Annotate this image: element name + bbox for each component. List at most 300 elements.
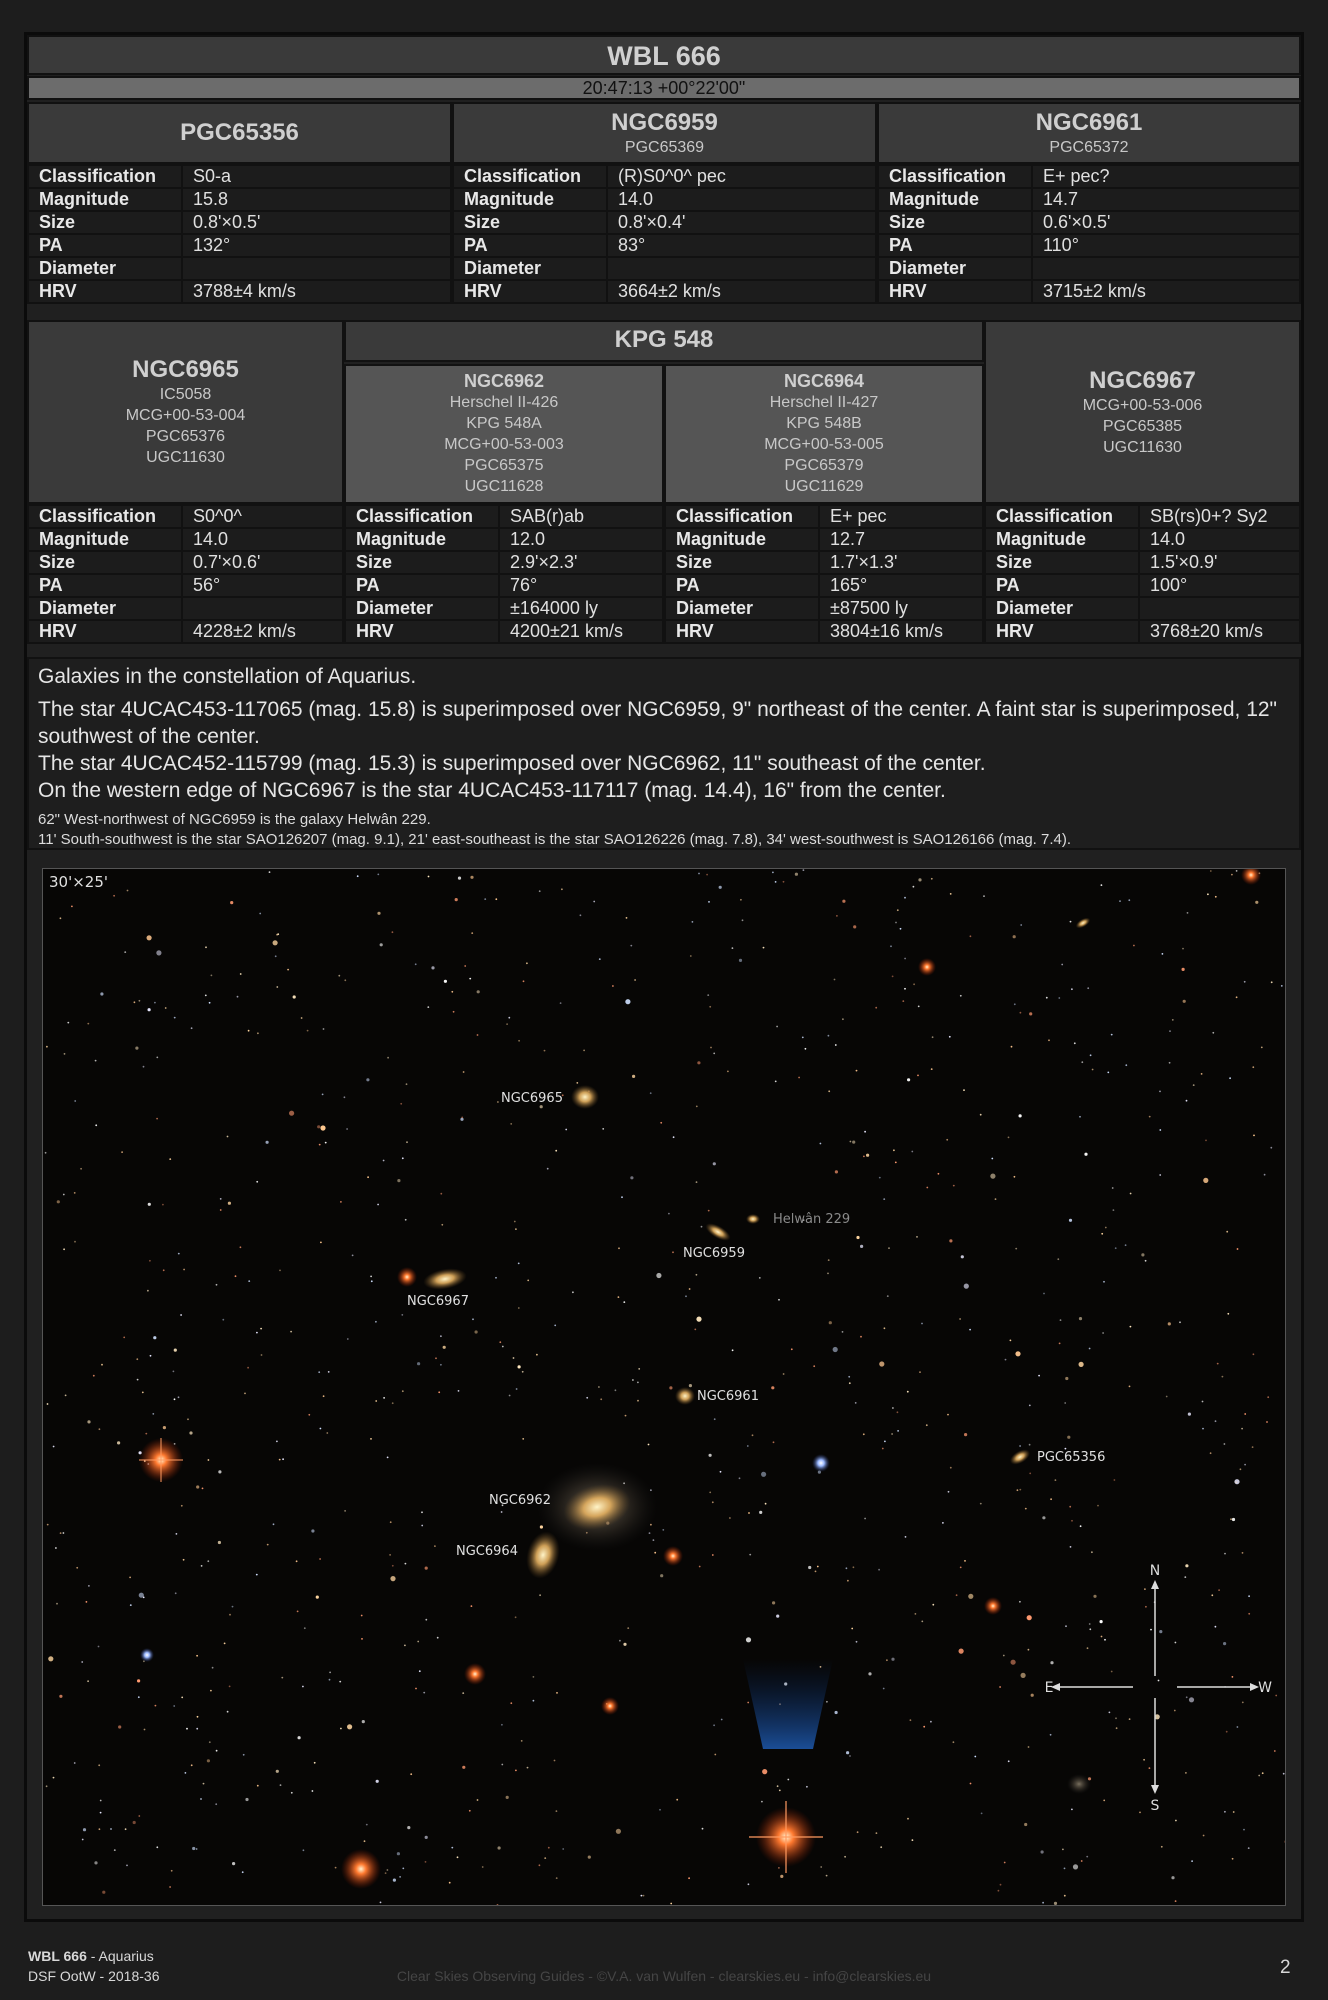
property-value-diameter xyxy=(182,257,451,280)
background-star xyxy=(273,1523,275,1525)
property-value-diameter xyxy=(1139,597,1300,620)
background-star xyxy=(1159,1174,1161,1176)
background-star xyxy=(868,1672,871,1675)
background-star xyxy=(1058,997,1060,999)
background-star xyxy=(891,1433,893,1435)
background-star xyxy=(1011,1660,1016,1665)
property-label: Size xyxy=(28,551,182,574)
background-star xyxy=(497,1904,499,1906)
background-star xyxy=(475,1330,478,1333)
background-star xyxy=(1114,1479,1116,1481)
property-row xyxy=(878,165,1300,188)
background-star xyxy=(669,1386,672,1389)
background-star xyxy=(222,1319,224,1321)
background-star xyxy=(875,1007,877,1009)
background-star xyxy=(625,1415,627,1417)
background-star xyxy=(761,1472,766,1477)
background-star xyxy=(1183,1000,1186,1003)
background-star xyxy=(425,1836,428,1839)
background-star xyxy=(515,1770,517,1772)
background-star xyxy=(688,1877,690,1879)
background-star xyxy=(1187,912,1189,914)
background-star xyxy=(316,1596,319,1599)
background-star xyxy=(406,1083,408,1085)
background-star xyxy=(918,1006,920,1008)
label-ngc6959: NGC6959 xyxy=(683,1246,745,1261)
background-star xyxy=(1071,1809,1073,1811)
background-star xyxy=(1086,1856,1088,1858)
background-star xyxy=(276,934,278,936)
background-star xyxy=(83,1828,86,1831)
background-star xyxy=(828,1259,830,1261)
background-star xyxy=(240,973,242,975)
background-star xyxy=(921,1621,923,1623)
background-star xyxy=(775,1081,777,1083)
background-star xyxy=(440,1193,442,1195)
background-star xyxy=(713,1724,715,1726)
property-value-classification: E+ pec? xyxy=(1032,165,1300,188)
background-star xyxy=(708,901,710,903)
property-label: Diameter xyxy=(453,257,607,280)
background-star xyxy=(931,878,933,880)
background-star xyxy=(897,909,899,911)
background-star xyxy=(694,1329,696,1331)
background-star xyxy=(544,1857,546,1859)
coordinates-bar: 20:47:13 +00°22'00" xyxy=(27,76,1301,100)
property-value-pa: 76° xyxy=(499,574,663,597)
background-star xyxy=(126,1865,128,1867)
galaxy-properties xyxy=(27,164,452,304)
background-star xyxy=(1234,1479,1239,1484)
property-row xyxy=(665,505,983,528)
background-star xyxy=(149,1260,151,1262)
background-star xyxy=(405,1219,407,1221)
property-label: PA xyxy=(453,234,607,257)
background-star xyxy=(81,1661,83,1663)
background-star xyxy=(469,978,471,980)
background-star xyxy=(888,1247,890,1249)
background-star xyxy=(1090,1054,1092,1056)
background-star xyxy=(1102,1332,1104,1334)
property-row xyxy=(878,280,1300,303)
background-star xyxy=(561,888,563,890)
property-label: Magnitude xyxy=(985,528,1139,551)
background-star xyxy=(953,1741,955,1743)
background-star xyxy=(853,1566,855,1568)
background-star xyxy=(1067,1436,1070,1439)
footer-credit: Clear Skies Observing Guides - ©V.A. van Wulfen - clearskies.eu - info@clearskies.eu xyxy=(396,1968,932,1984)
galaxy-name: NGC6961 xyxy=(1035,108,1143,136)
background-star xyxy=(347,1724,352,1729)
background-star xyxy=(662,1529,664,1531)
property-label: PA xyxy=(28,574,182,597)
background-star xyxy=(714,1418,716,1420)
background-star xyxy=(55,1547,57,1549)
background-star xyxy=(462,1692,464,1694)
background-star xyxy=(123,1337,125,1339)
background-star xyxy=(536,1354,538,1356)
background-star xyxy=(482,1866,484,1868)
background-star xyxy=(1175,1900,1177,1902)
background-star xyxy=(1130,1193,1132,1195)
background-star xyxy=(891,1658,894,1661)
background-star xyxy=(1274,1750,1276,1752)
background-star xyxy=(562,1848,564,1850)
background-star xyxy=(1011,1046,1013,1048)
background-star xyxy=(1015,1351,1020,1356)
property-label: Classification xyxy=(453,165,607,188)
background-star xyxy=(950,893,952,895)
background-star xyxy=(998,1890,1000,1892)
background-star xyxy=(1054,1902,1057,1905)
background-star xyxy=(1105,1227,1107,1229)
background-star xyxy=(878,1569,880,1571)
background-star xyxy=(1004,1862,1006,1864)
background-star xyxy=(425,1861,427,1863)
background-star xyxy=(375,1321,377,1323)
background-star xyxy=(1283,1773,1285,1775)
background-star xyxy=(650,1092,652,1094)
footer-constellation: - Aquarius xyxy=(86,1948,154,1964)
background-star xyxy=(659,1809,661,1811)
background-star xyxy=(88,1585,90,1587)
background-star xyxy=(1029,1473,1031,1475)
background-star xyxy=(777,1785,779,1787)
background-star xyxy=(931,1068,933,1070)
background-star xyxy=(776,1026,778,1028)
background-star xyxy=(376,1780,379,1783)
background-star xyxy=(1240,1468,1242,1470)
property-label: PA xyxy=(985,574,1139,597)
background-star xyxy=(956,1594,958,1596)
property-value-hrv: 3788±4 km/s xyxy=(182,280,451,303)
background-star xyxy=(1226,1731,1228,1733)
background-star xyxy=(259,913,261,915)
background-star xyxy=(192,1847,195,1850)
background-star xyxy=(1248,1847,1250,1849)
background-star xyxy=(598,1386,600,1388)
background-star xyxy=(964,1284,969,1289)
background-star xyxy=(113,895,115,897)
background-star xyxy=(458,877,461,880)
background-star xyxy=(1064,1895,1066,1897)
background-star xyxy=(1003,1655,1005,1657)
background-star xyxy=(404,1645,406,1647)
background-star xyxy=(739,959,742,962)
property-value-hrv: 4200±21 km/s xyxy=(499,620,663,643)
background-star xyxy=(323,1395,325,1397)
background-star xyxy=(1229,1077,1231,1079)
background-star xyxy=(926,1187,928,1189)
background-star xyxy=(974,1756,976,1758)
background-star xyxy=(964,1433,967,1436)
background-star xyxy=(876,1832,878,1834)
background-star xyxy=(893,1149,895,1151)
property-value-hrv: 3715±2 km/s xyxy=(1032,280,1300,303)
background-star xyxy=(1042,1516,1045,1519)
background-star xyxy=(257,1032,259,1034)
background-star xyxy=(362,1720,365,1723)
background-star xyxy=(461,1117,463,1119)
background-star xyxy=(98,1764,100,1766)
background-star xyxy=(842,1331,844,1333)
background-star xyxy=(1019,1489,1021,1491)
property-label: Magnitude xyxy=(878,188,1032,211)
background-star xyxy=(779,1790,781,1792)
background-star xyxy=(826,1701,828,1703)
background-star xyxy=(1244,1464,1246,1466)
property-label: Classification xyxy=(878,165,1032,188)
background-star xyxy=(835,1711,838,1714)
background-star xyxy=(224,1643,226,1645)
background-star xyxy=(425,1567,428,1570)
background-star xyxy=(1169,1062,1171,1064)
galaxy-name: NGC6959 xyxy=(611,108,718,136)
background-star xyxy=(701,1226,703,1228)
background-star xyxy=(147,1290,149,1292)
background-star xyxy=(1050,1661,1053,1664)
property-row xyxy=(28,234,451,257)
background-star xyxy=(514,1221,516,1223)
background-star xyxy=(208,1459,210,1461)
background-star xyxy=(772,1601,775,1604)
background-star xyxy=(747,1445,749,1447)
background-star xyxy=(632,1379,634,1381)
background-star xyxy=(953,1185,955,1187)
background-star xyxy=(319,1144,321,1146)
background-star xyxy=(189,1431,192,1434)
background-star xyxy=(211,975,213,977)
background-star xyxy=(1267,1396,1269,1398)
background-star xyxy=(361,1615,363,1617)
background-star xyxy=(1008,1137,1010,1139)
galaxy-alias: UGC11628 xyxy=(464,478,544,495)
background-star xyxy=(281,1677,283,1679)
property-label: HRV xyxy=(985,620,1139,643)
background-star xyxy=(291,1792,293,1794)
background-star xyxy=(304,1627,306,1629)
property-label: PA xyxy=(345,574,499,597)
background-star xyxy=(1065,1625,1067,1627)
background-star xyxy=(522,1371,524,1373)
background-star xyxy=(80,1168,82,1170)
background-star xyxy=(101,1364,103,1366)
background-star xyxy=(501,1764,503,1766)
background-star xyxy=(417,1641,419,1643)
background-star xyxy=(1112,1187,1114,1189)
background-star xyxy=(907,1391,909,1393)
background-star xyxy=(387,1057,389,1059)
background-star xyxy=(148,1008,151,1011)
background-star xyxy=(74,1100,76,1102)
background-star xyxy=(833,1347,838,1352)
background-star xyxy=(1270,1147,1272,1149)
background-star xyxy=(156,1846,158,1848)
background-star xyxy=(1243,1829,1245,1831)
background-star xyxy=(401,1314,403,1316)
background-star xyxy=(780,1875,783,1878)
background-star xyxy=(196,1485,199,1488)
background-star xyxy=(242,1871,244,1873)
background-star xyxy=(1235,1481,1237,1483)
background-star xyxy=(1111,1671,1113,1673)
background-star xyxy=(846,1567,848,1569)
background-star xyxy=(256,1574,258,1576)
background-star xyxy=(169,1158,171,1160)
galaxy-name: NGC6964 xyxy=(783,371,865,391)
background-star xyxy=(637,1400,639,1402)
background-star xyxy=(917,1075,919,1077)
background-star xyxy=(762,1769,767,1774)
property-value-classification: S0^0^ xyxy=(182,505,343,528)
background-star xyxy=(627,1627,629,1629)
background-star xyxy=(431,966,434,969)
background-star xyxy=(1107,1072,1109,1074)
background-star xyxy=(319,1558,321,1560)
background-star xyxy=(235,1275,237,1277)
property-label: Diameter xyxy=(878,257,1032,280)
background-star xyxy=(860,1336,862,1338)
property-label: Size xyxy=(453,211,607,234)
galaxy-alias: MCG+00-53-003 xyxy=(444,436,564,453)
background-star xyxy=(795,873,798,876)
bright-star xyxy=(397,1267,417,1287)
background-star xyxy=(1141,1253,1144,1256)
background-star xyxy=(152,1413,154,1415)
background-star xyxy=(1237,1726,1239,1728)
background-star xyxy=(279,1270,281,1272)
background-star xyxy=(849,1755,851,1757)
bright-star xyxy=(341,1849,381,1889)
background-star xyxy=(169,1886,171,1888)
background-star xyxy=(1233,1811,1235,1813)
background-star xyxy=(207,1560,209,1562)
background-star xyxy=(961,1255,964,1258)
background-star xyxy=(820,1866,822,1868)
background-star xyxy=(60,1532,62,1534)
background-star xyxy=(698,873,700,875)
background-star xyxy=(1210,870,1212,872)
background-star xyxy=(248,1030,250,1032)
background-star xyxy=(817,1566,819,1568)
background-star xyxy=(283,1905,285,1906)
background-star xyxy=(746,1637,751,1642)
background-star xyxy=(1062,1849,1064,1851)
background-star xyxy=(656,1273,661,1278)
background-star xyxy=(990,1174,995,1179)
background-star xyxy=(74,1192,76,1194)
background-star xyxy=(1185,1772,1187,1774)
background-star xyxy=(1261,1047,1263,1049)
background-star xyxy=(747,1702,749,1704)
background-star xyxy=(178,1396,180,1398)
background-star xyxy=(970,935,972,937)
background-star xyxy=(710,1047,712,1049)
background-star xyxy=(1185,1564,1188,1567)
background-star xyxy=(970,1783,972,1785)
background-star xyxy=(856,1070,858,1072)
background-star xyxy=(948,1491,950,1493)
background-star xyxy=(1100,1620,1103,1623)
background-star xyxy=(314,1762,316,1764)
background-star xyxy=(699,1566,701,1568)
background-star xyxy=(1207,893,1209,895)
background-star xyxy=(1092,1069,1094,1071)
background-star xyxy=(197,1716,199,1718)
background-star xyxy=(366,1078,369,1081)
background-star xyxy=(134,1001,136,1003)
background-star xyxy=(959,1318,961,1320)
property-label: Magnitude xyxy=(345,528,499,551)
background-star xyxy=(696,1181,698,1183)
background-star xyxy=(117,1441,120,1444)
background-star xyxy=(593,901,595,903)
background-star xyxy=(1111,1034,1113,1036)
background-star xyxy=(1084,1153,1087,1156)
background-star xyxy=(402,1157,404,1159)
background-star xyxy=(220,1209,222,1211)
property-row xyxy=(985,574,1300,597)
background-star xyxy=(1252,1066,1254,1068)
background-star xyxy=(421,1525,423,1527)
galaxy-alias: PGC65385 xyxy=(1102,417,1183,435)
background-star xyxy=(143,1066,145,1068)
background-star xyxy=(163,1426,166,1429)
background-star xyxy=(712,1554,714,1556)
background-star xyxy=(457,1856,459,1858)
background-star xyxy=(706,874,708,876)
background-star xyxy=(312,1790,314,1792)
background-star xyxy=(949,1239,952,1242)
background-star xyxy=(257,1785,259,1787)
property-row xyxy=(985,620,1300,643)
background-star xyxy=(137,1679,140,1682)
property-row xyxy=(453,234,876,257)
background-star xyxy=(1019,1114,1022,1117)
galaxy-properties xyxy=(984,504,1301,644)
property-value-size: 0.8'×0.5' xyxy=(182,211,451,234)
background-star xyxy=(946,1139,948,1141)
background-star xyxy=(326,1432,328,1434)
background-star xyxy=(1081,1061,1083,1063)
background-star xyxy=(522,1438,524,1440)
galaxy-header-ngc6959 xyxy=(452,102,877,164)
background-star xyxy=(383,1397,385,1399)
background-star xyxy=(915,1613,917,1615)
background-star xyxy=(539,1864,541,1866)
background-star xyxy=(806,1786,808,1788)
background-star xyxy=(1070,1546,1072,1548)
property-label: HRV xyxy=(878,280,1032,303)
background-star xyxy=(1031,1694,1034,1697)
background-star xyxy=(526,962,528,964)
background-star xyxy=(370,1438,372,1440)
galaxy-name: NGC6962 xyxy=(463,371,545,391)
background-star xyxy=(883,1198,885,1200)
background-star xyxy=(1125,1244,1127,1246)
background-star xyxy=(155,1705,157,1707)
background-star xyxy=(139,1000,141,1002)
background-star xyxy=(150,1355,152,1357)
background-star xyxy=(621,1196,623,1198)
background-star xyxy=(389,1554,391,1556)
background-star xyxy=(441,1224,443,1226)
sky-image xyxy=(42,868,1286,1906)
background-star xyxy=(1087,987,1089,989)
background-star xyxy=(509,1395,511,1397)
galaxy-alias: MCG+00-53-005 xyxy=(764,436,884,453)
background-star xyxy=(513,1357,515,1359)
